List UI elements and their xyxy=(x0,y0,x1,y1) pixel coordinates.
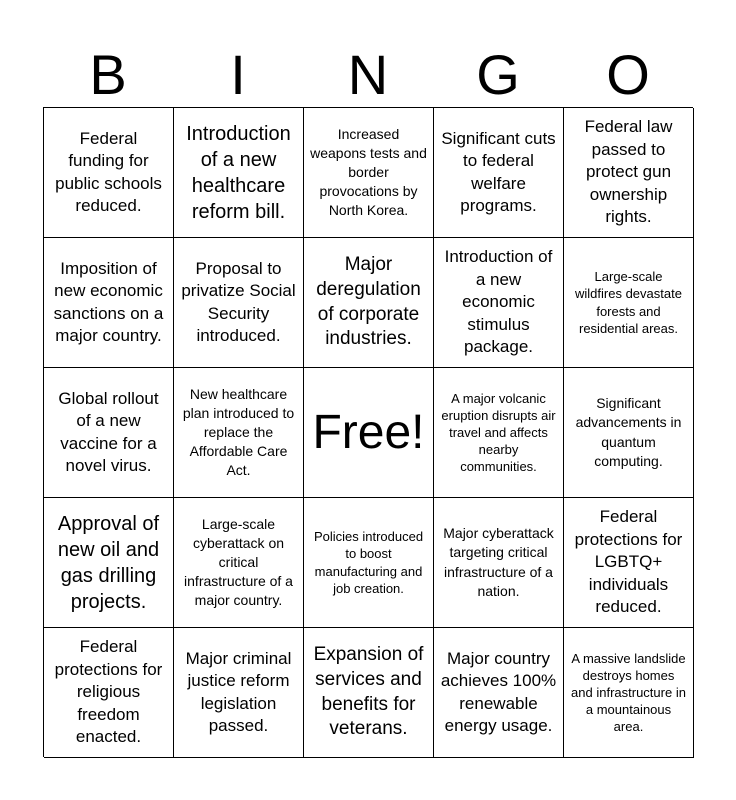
bingo-cell-text: Large-scale cyberattack on critical infrastructure of a major country. xyxy=(184,515,293,609)
bingo-cell[interactable] xyxy=(174,108,304,238)
bingo-cell[interactable] xyxy=(564,498,694,628)
bingo-cell-text: Significant cuts to federal welfare programs. xyxy=(441,128,556,215)
bingo-cell-text: Imposition of new economic sanctions on a major country. xyxy=(53,258,164,345)
bingo-cell-text: Federal protections for religious freedom enacted. xyxy=(54,637,163,747)
free-cell[interactable] xyxy=(304,368,434,498)
bingo-cell-text: Policies introduced to boost manufacturing and job creation. xyxy=(313,529,424,596)
bingo-cell[interactable] xyxy=(304,498,434,628)
bingo-cell-text: Federal funding for public schools reduced. xyxy=(55,128,162,215)
bingo-grid xyxy=(43,107,693,757)
bingo-cell[interactable] xyxy=(174,238,304,368)
bingo-cell-text: Expansion of services and benefits for veterans. xyxy=(313,644,424,740)
bingo-cell[interactable] xyxy=(434,238,564,368)
bingo-cell[interactable] xyxy=(434,108,564,238)
bingo-cell-text: Approval of new oil and gas drilling projects. xyxy=(57,512,160,613)
bingo-cell[interactable] xyxy=(174,368,304,498)
bingo-cell-text: Major cyberattack targeting critical infrastructure of a nation. xyxy=(443,525,554,599)
bingo-cell[interactable] xyxy=(304,238,434,368)
bingo-cell-text: Major country achieves 100% renewable energy usage. xyxy=(440,648,557,735)
bingo-cell[interactable] xyxy=(564,368,694,498)
header-letter-i: I xyxy=(230,43,246,106)
bingo-cell[interactable] xyxy=(434,498,564,628)
bingo-cell[interactable] xyxy=(44,628,174,758)
bingo-cell[interactable] xyxy=(434,628,564,758)
bingo-cell-text: Significant advancements in quantum computing. xyxy=(575,395,682,469)
bingo-cell[interactable] xyxy=(44,108,174,238)
bingo-cell-text: Federal protections for LGBTQ+ individuals reduced. xyxy=(574,507,683,617)
bingo-cell-text: Proposal to privatize Social Security introduced. xyxy=(181,258,296,345)
bingo-cell-text: A massive landslide destroys homes and infrastructure in a mountainous area. xyxy=(571,650,686,735)
header-letter-g: G xyxy=(476,43,520,106)
bingo-cell[interactable] xyxy=(304,108,434,238)
header-letter-n: N xyxy=(347,43,389,106)
header-letter-b: B xyxy=(89,43,127,106)
free-cell-text: Free! xyxy=(312,405,425,459)
bingo-cell-text: Increased weapons tests and border provocations by North Korea. xyxy=(310,125,427,219)
bingo-cell[interactable] xyxy=(174,628,304,758)
bingo-cell[interactable] xyxy=(434,368,564,498)
bingo-cell[interactable] xyxy=(564,628,694,758)
bingo-cell-text: Introduction of a new economic stimulus package. xyxy=(444,247,553,357)
bingo-cell[interactable] xyxy=(44,498,174,628)
bingo-cell-text: Large-scale wildfires devastate forests and residential areas. xyxy=(575,269,682,336)
bingo-cell-text: A major volcanic eruption disrupts air travel and affects nearby communities. xyxy=(441,390,556,475)
bingo-cell-text: Federal law passed to protect gun ownership rights. xyxy=(584,117,673,227)
bingo-cell-text: Introduction of a new healthcare reform bill. xyxy=(186,122,291,223)
bingo-cell[interactable] xyxy=(44,238,174,368)
bingo-cell[interactable] xyxy=(304,628,434,758)
bingo-cell[interactable] xyxy=(564,108,694,238)
bingo-header xyxy=(43,44,693,106)
bingo-cell-text: Global rollout of a new vaccine for a novel virus. xyxy=(58,388,159,475)
bingo-cell-text: Major criminal justice reform legislation passed. xyxy=(185,648,292,735)
bingo-cell-text: New healthcare plan introduced to replace the Affordable Care Act. xyxy=(182,385,295,479)
bingo-cell[interactable] xyxy=(174,498,304,628)
header-letter-o: O xyxy=(606,43,650,106)
bingo-cell[interactable] xyxy=(564,238,694,368)
bingo-cell-text: Major deregulation of corporate industries. xyxy=(316,254,421,350)
bingo-cell[interactable] xyxy=(44,368,174,498)
